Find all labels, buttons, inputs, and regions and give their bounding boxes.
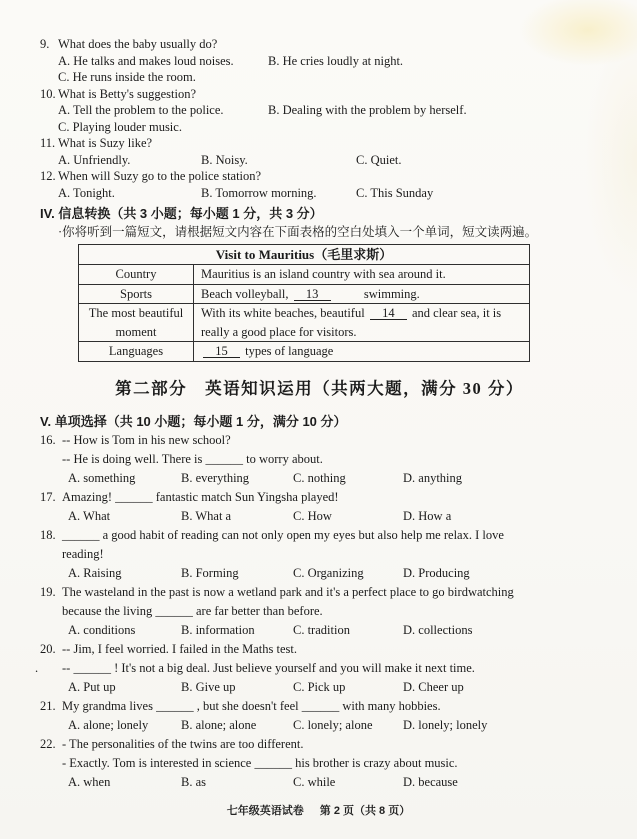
question-number: 16. [40, 432, 56, 447]
question-text: -- How is Tom in his new school? [62, 432, 231, 447]
table-row [79, 342, 530, 362]
listening-question [40, 135, 609, 168]
option: C. Playing louder music. [58, 119, 182, 134]
options-row [68, 716, 609, 735]
options-row [58, 69, 609, 86]
question-line [40, 735, 609, 754]
option: C. while [293, 774, 336, 789]
mc-question [40, 735, 609, 792]
option: A. alone; lonely [68, 717, 149, 732]
option: C. This Sunday [356, 185, 434, 200]
question-text: -- ______ ! It's not a big deal. Just believe yourself and you will make it next time. [62, 660, 475, 675]
table-row [79, 265, 530, 285]
info-table [78, 244, 530, 362]
question-text: What does the baby usually do? [58, 37, 218, 51]
options-row [68, 469, 609, 488]
part2-title: 第二部分 英语知识运用（共两大题，满分 30 分） [115, 378, 524, 398]
question-text: Amazing! ______ fantastic match Sun Yingsha played! [62, 489, 339, 504]
question-line [40, 86, 609, 103]
option: A. Tell the problem to the police. [58, 103, 224, 117]
option: D. Cheer up [403, 679, 464, 694]
options-row [58, 185, 609, 202]
row-label: The most beautiful moment [79, 304, 194, 342]
question-text: -- He is doing well. There is ______ to worry about. [62, 451, 323, 466]
question-text: My grandma lives ______ , but she doesn't feel ______ with many hobbies. [62, 698, 441, 713]
question-text: What is Suzy like? [58, 136, 153, 150]
option: D. anything [403, 470, 463, 485]
row-label: Sports [79, 284, 194, 304]
blank-underline: 14 [370, 307, 407, 320]
table-row [79, 304, 530, 342]
option: B. information [181, 622, 255, 637]
options-row [58, 102, 609, 119]
question-line [62, 602, 609, 621]
mc-question [40, 697, 609, 735]
listening-question [40, 168, 609, 201]
question-line [40, 526, 609, 545]
option: B. alone; alone [181, 717, 257, 732]
mc-question [40, 583, 609, 640]
option: C. tradition [293, 622, 350, 637]
table-title-row [79, 245, 530, 265]
row-content: 15 types of language [194, 342, 530, 362]
option: B. What a [181, 508, 232, 523]
option: D. collections [403, 622, 473, 637]
question-text: - Exactly. Tom is interested in science ______ his brother is crazy about music. [62, 755, 458, 770]
question-text: -- Jim, I feel worried. I failed in the Maths test. [62, 641, 297, 656]
row-content: With its white beaches, beautiful 14 and clear sea, it is really a good place for visitors. [194, 304, 530, 342]
option: B. as [181, 774, 206, 789]
options-row [58, 53, 609, 70]
question-text: The wasteland in the past is now a wetland park and it's a perfect place to go birdwatching [62, 584, 514, 599]
question-line [40, 488, 609, 507]
question-number: 17. [40, 489, 56, 504]
question-text: reading! [62, 546, 104, 561]
page-footer [0, 802, 637, 818]
question-line [62, 754, 609, 773]
listening-question [40, 36, 609, 86]
mc-question [35, 640, 609, 697]
question-line [40, 168, 609, 185]
question-text: When will Suzy go to the police station? [58, 169, 262, 183]
options-row [58, 152, 609, 169]
question-line [40, 697, 609, 716]
question-number: 22. [40, 736, 56, 751]
question-number: 11. [40, 136, 56, 150]
footer-page-number: 第 2 页（共 8 页） [319, 805, 411, 817]
section4-heading: IV. 信息转换（共 3 小题；每小题 1 分，共 3 分） [40, 206, 323, 221]
option: B. Noisy. [201, 152, 248, 167]
table-body [79, 265, 530, 362]
listening-question [40, 86, 609, 136]
option: A. when [68, 774, 111, 789]
option: C. He runs inside the room. [58, 70, 196, 84]
footer-title: 七年级英语试卷 [226, 805, 304, 817]
question-number: 19. [40, 584, 56, 599]
row-label: Country [79, 265, 194, 285]
question-number: 21. [40, 698, 56, 713]
option: C. Pick up [293, 679, 346, 694]
option: B. everything [181, 470, 250, 485]
mc-question [40, 431, 609, 488]
mc-question [40, 526, 609, 583]
question-text: What is Betty's suggestion? [58, 86, 197, 101]
question-line [40, 36, 609, 53]
question-text: ______ a good habit of reading can not only open my eyes but also help me relax. I love [62, 527, 504, 542]
option: D. lonely; lonely [403, 717, 488, 732]
options-row [68, 507, 609, 526]
question-line [62, 545, 609, 564]
question-number: 18. [40, 527, 56, 542]
multiple-choice-section [35, 431, 609, 792]
option: A. What [68, 508, 111, 523]
option: A. something [68, 470, 136, 485]
section4-instruction: ·你将听到一篇短文，请根据短文内容在下面表格的空白处填入一个单词，短文读两遍。 [58, 225, 538, 239]
question-line [62, 450, 609, 469]
question-line [40, 431, 609, 450]
table-title: Visit to Mauritius（毛里求斯） [79, 245, 530, 265]
question-line [40, 135, 609, 152]
option: B. Tomorrow morning. [201, 185, 317, 200]
option: C. How [293, 508, 332, 523]
blank-underline: 15 [203, 345, 240, 358]
section5-heading: V. 单项选择（共 10 小题；每小题 1 分，满分 10 分） [40, 413, 347, 429]
blank-underline: 13 [294, 288, 331, 301]
options-row [68, 621, 609, 640]
row-content: Mauritius is an island country with sea around it. [194, 265, 530, 285]
option: C. Quiet. [356, 152, 402, 167]
row-label: Languages [79, 342, 194, 362]
option: D. because [403, 774, 458, 789]
option: A. Put up [68, 679, 116, 694]
scan-artifact-dot: . [35, 660, 39, 675]
question-text: - The personalities of the twins are too different. [62, 736, 304, 751]
option: D. Producing [403, 565, 470, 580]
option: C. nothing [293, 470, 346, 485]
option: B. Give up [181, 679, 236, 694]
question-number: 9. [40, 37, 50, 51]
question-number: 20. [40, 641, 56, 656]
table-row [79, 284, 530, 304]
option: B. Forming [181, 565, 239, 580]
options-row [68, 773, 609, 792]
option: B. He cries loudly at night. [268, 53, 404, 68]
row-content: Beach volleyball, 13 swimming. [194, 284, 530, 304]
option: A. conditions [68, 622, 136, 637]
question-number: 10. [40, 86, 56, 101]
options-row [68, 678, 609, 697]
question-line [35, 659, 609, 678]
option: A. Unfriendly. [58, 152, 131, 167]
listening-section [40, 36, 609, 201]
option: A. He talks and makes loud noises. [58, 53, 234, 68]
question-number: 12. [40, 169, 56, 183]
options-row [68, 564, 609, 583]
option: C. Organizing [293, 565, 364, 580]
question-line [40, 583, 609, 602]
option: B. Dealing with the problem by herself. [268, 103, 467, 117]
question-line [40, 640, 609, 659]
option: D. How a [403, 508, 452, 523]
mc-question [40, 488, 609, 526]
option: A. Tonight. [58, 185, 115, 200]
option: A. Raising [68, 565, 122, 580]
options-row [58, 119, 609, 136]
question-text: because the living ______ are far better than before. [62, 603, 323, 618]
option: C. lonely; alone [293, 717, 373, 732]
